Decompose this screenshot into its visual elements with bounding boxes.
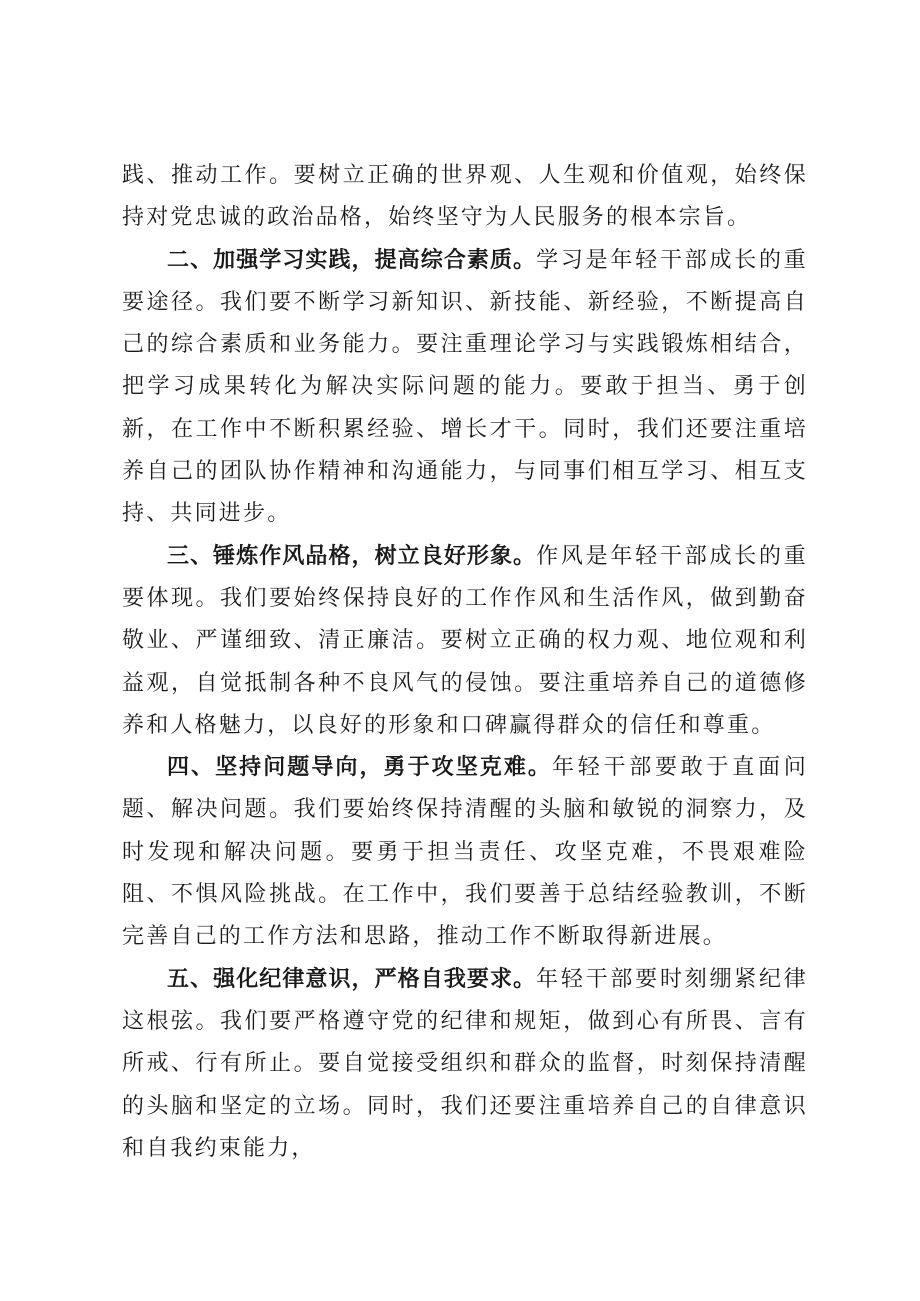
- section-heading: 五、强化纪律意识，严格自我要求。: [167, 966, 537, 992]
- section-heading: 二、加强学习实践，提高综合素质。: [167, 247, 537, 273]
- paragraph-body: 年轻干部要时刻绷紧纪律这根弦。我们要严格遵守党的纪律和规矩，做到心有所畏、言有所戒、行有所止。要自觉接受组织和群众的监督，时刻保持清醒的头脑和坚定的立场。同时，我们还要注重培养自己的自律意识和自我约束能力，: [122, 966, 808, 1161]
- section-heading: 三、锤炼作风品格，树立良好形象。: [167, 543, 537, 569]
- paragraph-style-character: [122, 536, 808, 747]
- paragraph-continuation: [122, 155, 808, 240]
- paragraph-body: 学习是年轻干部成长的重要途径。我们要不断学习新知识、新技能、新经验，不断提高自己的综合素质和业务能力。要注重理论学习与实践锻炼相结合，把学习成果转化为解决实际问题的能力。要敢于担当、勇于创新，在工作中不断积累经验、增长才干。同时，我们还要注重培养自己的团队协作精神和沟通能力，与同事们相互学习、相互支持、共同进步。: [122, 247, 808, 527]
- paragraph-problem-oriented: [122, 747, 808, 958]
- document-body: [122, 155, 808, 1170]
- paragraph-learning-practice: [122, 240, 808, 536]
- section-heading: 四、坚持问题导向，勇于攻坚克难。: [167, 755, 552, 781]
- paragraph-body: 作风是年轻干部成长的重要体现。我们要始终保持良好的工作作风和生活作风，做到勤奋敬业、严谨细致、清正廉洁。要树立正确的权力观、地位观和利益观，自觉抵制各种不良风气的侵蚀。要注重培养自己的道德修养和人格魅力，以良好的形象和口碑赢得群众的信任和尊重。: [122, 543, 808, 738]
- paragraph-discipline: [122, 959, 808, 1170]
- paragraph-body: 年轻干部要敢于直面问题、解决问题。我们要始终保持清醒的头脑和敏锐的洞察力，及时发现和解决问题。要勇于担当责任、攻坚克难，不畏艰难险阻、不惧风险挑战。在工作中，我们要善于总结经验教训，不断完善自己的工作方法和思路，推动工作不断取得新进展。: [122, 755, 808, 950]
- paragraph-body: 践、推动工作。要树立正确的世界观、人生观和价值观，始终保持对党忠诚的政治品格，始终坚守为人民服务的根本宗旨。: [122, 163, 808, 231]
